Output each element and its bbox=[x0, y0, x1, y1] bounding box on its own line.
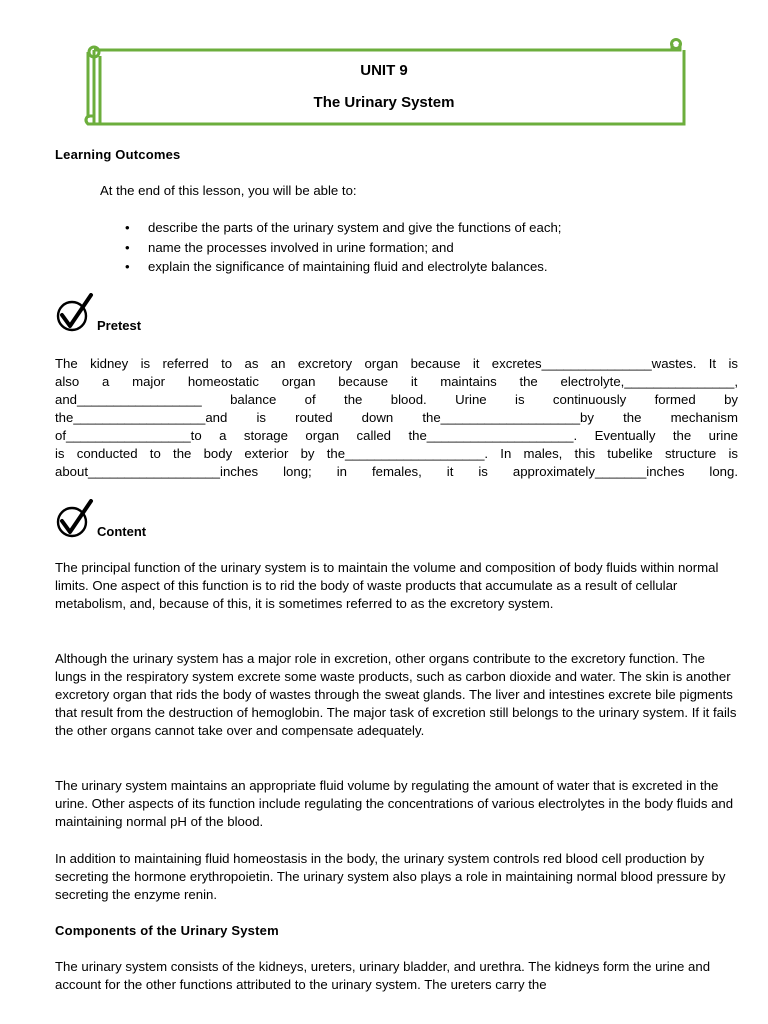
components-section bbox=[55, 922, 738, 940]
list-item: • name the processes involved in urine formation; and bbox=[55, 238, 738, 258]
learning-outcomes-list bbox=[55, 218, 738, 277]
pretest-paragraph bbox=[55, 355, 738, 481]
content-heading bbox=[55, 499, 146, 541]
pretest-label: Pretest bbox=[97, 318, 142, 333]
learning-outcomes-list-block bbox=[55, 218, 738, 277]
content-paragraph-1 bbox=[55, 559, 738, 613]
paragraph: The urinary system consists of the kidneys, ureters, urinary bladder, and urethra. The kidneys form the urine and account for the other functions attributed to the urinary system. The ureters carry the bbox=[55, 959, 711, 992]
unit-title-banner bbox=[80, 38, 688, 130]
pretest-heading bbox=[55, 293, 141, 335]
content-paragraph-4 bbox=[55, 850, 738, 904]
unit-title: The Urinary System bbox=[313, 94, 455, 111]
content-paragraph-3 bbox=[55, 777, 738, 831]
paragraph: The principal function of the urinary system is to maintain the volume and composition of body fluids within normal limits. One aspect of this function is to rid the body of waste products that accumulate as a result of cellular metabolism, and, because of this, it is sometimes referred to as the excretory system. bbox=[55, 560, 719, 611]
paragraph: Although the urinary system has a major role in excretion, other organs contribute to the excretory function. The lungs in the respiratory system excrete some waste products, such as carbon dioxide and water. The skin is another excretory organ that rids the body of wastes through the sweat glands. The liver and intestines excrete bile pigments that result from the destruction of hemoglobin. The major task of excretion still belongs to the urinary system. If it fails the other organs cannot take over and compensate adequately. bbox=[55, 651, 737, 738]
check-mark-icon bbox=[55, 499, 95, 541]
list-item: • describe the parts of the urinary system and give the functions of each; bbox=[55, 218, 738, 238]
components-heading: Components of the Urinary System bbox=[55, 923, 279, 938]
content-label: Content bbox=[97, 524, 147, 539]
components-paragraph-block bbox=[55, 958, 738, 994]
pretest-line: also a major homeostatic organ because it maintains the electrolyte,_______________, bbox=[55, 374, 738, 389]
pretest-line: and_________________ balance of the blood. Urine is continuously formed by bbox=[55, 392, 738, 407]
content-paragraph-2 bbox=[55, 650, 738, 740]
pretest-line: The kidney is referred to as an excretory organ because it excretes_______________wastes. It is bbox=[55, 356, 738, 371]
pretest-line: about__________________inches long; in females, it is approximately_______inches long. bbox=[55, 464, 738, 479]
pretest-line: is conducted to the body exterior by the___________________. In males, this tubelike structure is bbox=[55, 446, 738, 461]
learning-outcomes-intro: At the end of this lesson, you will be able to: bbox=[100, 183, 357, 198]
learning-outcomes-heading: Learning Outcomes bbox=[55, 147, 181, 162]
scroll-banner-icon bbox=[80, 38, 688, 130]
check-mark-icon bbox=[55, 293, 95, 335]
unit-number: UNIT 9 bbox=[360, 62, 408, 79]
paragraph: The urinary system maintains an appropriate fluid volume by regulating the amount of water that is excreted in the urine. Other aspects of its function include regulating the concentrations of various electrolytes in the body fluids and maintaining normal pH of the blood. bbox=[55, 778, 734, 829]
paragraph: In addition to maintaining fluid homeostasis in the body, the urinary system controls red blood cell production by secreting the hormone erythropoietin. The urinary system also plays a role in maintaining normal blood pressure by secreting the enzyme renin. bbox=[55, 851, 726, 902]
pretest-line: of_________________to a storage organ called the____________________. Eventually the urine bbox=[55, 428, 738, 443]
learning-outcomes-intro-block bbox=[55, 182, 738, 200]
pretest-line: the__________________and is routed down the___________________by the mechanism bbox=[55, 410, 738, 425]
list-item: • explain the significance of maintaining fluid and electrolyte balances. bbox=[55, 257, 738, 277]
learning-outcomes-section bbox=[55, 146, 738, 164]
